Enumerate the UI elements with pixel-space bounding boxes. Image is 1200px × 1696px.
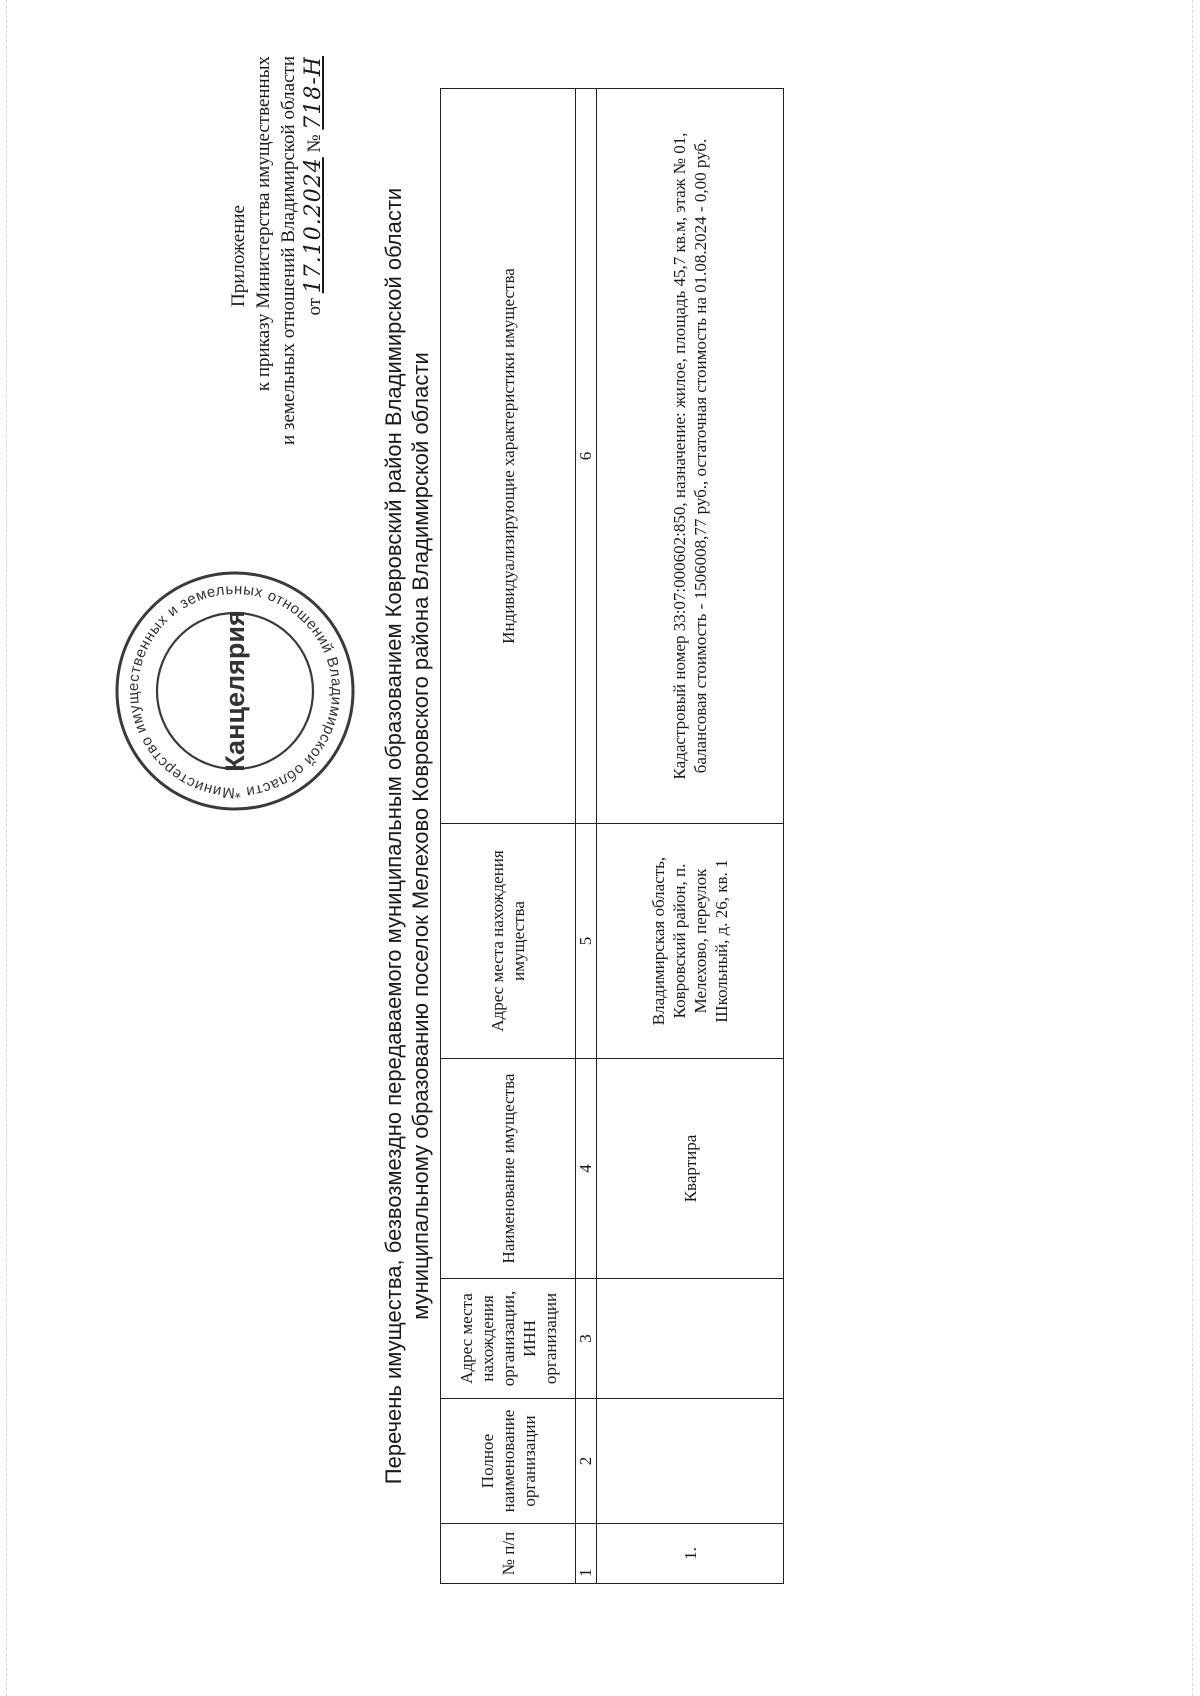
row-org-address bbox=[597, 1279, 784, 1399]
row-org-name bbox=[597, 1399, 784, 1524]
appendix-date: 17.10.2024 bbox=[301, 157, 326, 294]
row-property-name: Квартира bbox=[597, 1059, 784, 1279]
column-number: 4 bbox=[576, 1059, 597, 1279]
table-header-row bbox=[441, 89, 576, 1584]
column-number: 1 bbox=[576, 1524, 597, 1584]
appendix-from-label: от bbox=[304, 297, 325, 316]
stamp-ring-text: Министерство имущественных и земельных отношений Владимирской области * bbox=[124, 580, 346, 802]
appendix-number: 718-Н bbox=[301, 56, 326, 130]
row-number: 1. bbox=[597, 1524, 784, 1584]
appendix-line-2: и земельных отношений Владимирской области bbox=[278, 56, 299, 445]
header-cell-org-address: Адрес места нахождения организации, ИНН организации bbox=[441, 1279, 576, 1399]
header-cell-org-name: Полное наименование организации bbox=[441, 1399, 576, 1524]
appendix-title: Приложение bbox=[228, 205, 249, 307]
column-number: 5 bbox=[576, 824, 597, 1059]
stamp-center-text: Канцелярия bbox=[220, 610, 250, 772]
row-property-address: Владимирская область, Ковровский район, п. Мелехово, переулок Школьный, д. 26, кв. 1 bbox=[597, 824, 784, 1059]
document-title-line-2: муниципальному образованию поселок Мелехово Ковровского района Владимирской области bbox=[408, 352, 433, 1320]
header-cell-characteristics: Индивидуализирующие характеристики имущества bbox=[441, 89, 576, 824]
appendix-date-line bbox=[301, 56, 327, 616]
row-characteristics: Кадастровый номер 33:07:000602:850, назначение: жилое, площадь 45,7 кв.м, этаж № 01, балансовая стоимость - 1506008,77 руб., остаточная стоимость на 01.08.2024 - 0,00 руб. bbox=[597, 89, 784, 824]
scan-edge-line bbox=[6, 0, 7, 1696]
property-table bbox=[440, 88, 784, 1584]
column-number: 6 bbox=[576, 89, 597, 824]
appendix-number-label: № bbox=[304, 134, 325, 153]
table-column-number-row bbox=[576, 89, 597, 1584]
document-title bbox=[380, 76, 434, 1596]
table-row bbox=[597, 89, 784, 1584]
header-cell-number: № п/п bbox=[441, 1524, 576, 1584]
document-title-line-1: Перечень имущества, безвозмездно передаваемого муниципальным образованием Ковровский район Владимирской области bbox=[381, 187, 406, 1485]
appendix-block bbox=[226, 56, 327, 616]
appendix-line-1: к приказу Министерства имущественных bbox=[253, 56, 274, 392]
column-number: 2 bbox=[576, 1399, 597, 1524]
column-number: 3 bbox=[576, 1279, 597, 1399]
header-cell-property-name: Наименование имущества bbox=[441, 1059, 576, 1279]
chancellery-stamp bbox=[110, 566, 360, 816]
header-cell-property-address: Адрес места нахождения имущества bbox=[441, 824, 576, 1059]
scan-edge-line bbox=[1192, 0, 1193, 1696]
